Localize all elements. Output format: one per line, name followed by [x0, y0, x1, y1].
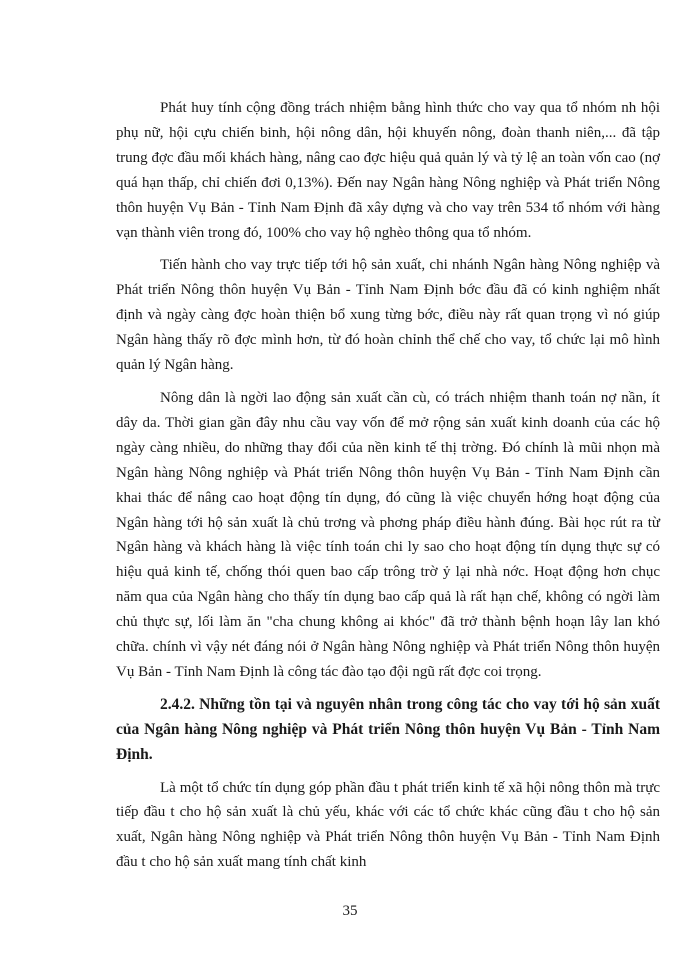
page-number: 35 [342, 903, 358, 919]
paragraph-after-heading: Là một tổ chức tín dụng góp phần đầu t phát triển kinh tế xã hội nông thôn mà trực tiếp đầu t cho hộ sản xuất là chủ yếu, khác với các tổ chức khác cũng đầu t cho hộ sản xuất, Ngân hàng Nông nghiệp và Phát triển Nông thôn huyện Vụ Bản - Tỉnh Nam Định đầu t cho hộ sản xuất mang tính chất kinh [116, 779, 660, 871]
paragraph-farmers: Nông dân là ngời lao động sản xuất cần cù, có trách nhiệm thanh toán nợ nần, ít dây da. Thời gian gần đây nhu cầu vay vốn để mở rộng sản xuất kinh doanh của các hộ ngày càng nhiều, do những thay đổi của nền kinh tế thị trờng. Đó chính là mũi nhọn mà Ngân hàng Nông nghiệp và Phát triển Nông thôn huyện Vụ Bản - Tỉnh Nam Định cần khai thác để nâng cao hoạt động tín dụng, đó cũng là việc chuyển hớng hoạt động của Ngân hàng tới hộ sản xuất là chủ trơng và phơng pháp điều hành đúng. Bài học rút ra từ Ngân hàng và khách hàng là việc tính toán chi ly sao cho hoạt động tín dụng thực sự có hiệu quả kinh tế, chống thói quen bao cấp trông trờ ỷ lại nhà nớc. Hoạt động hơn chục năm qua của Ngân hàng cho thấy tín dụng bao cấp quả là rất hạn chế, không có ngời làm chủ thực sự, lối làm ăn "cha chung không ai khóc" đã trở thành bệnh hoạn lây lan khó chữa. chính vì vậy nét đáng nói ở Ngân hàng Nông nghiệp và Phát triển Nông thôn huyện Vụ Bản - Tỉnh Nam Định là công tác đào tạo đội ngũ rất đợc coi trọng. [116, 389, 660, 680]
page-body [116, 96, 660, 883]
paragraph-direct-lending: Tiến hành cho vay trực tiếp tới hộ sản xuất, chi nhánh Ngân hàng Nông nghiệp và Phát triển Nông thôn huyện Vụ Bản - Tỉnh Nam Định bớc đầu đã có kinh nghiệm nhất định và ngày càng đợc hoàn thiện bổ xung từng bớc, điều này rất quan trọng vì nó giúp Ngân hàng thấy rõ đợc mình hơn, từ đó hoàn chỉnh thể chế cho vay, tổ chức lại mô hình quản lý Ngân hàng. [116, 257, 660, 374]
section-heading: 2.4.2. Những tồn tại và nguyên nhân trong công tác cho vay tới hộ sản xuất của Ngân hàng Nông nghiệp và Phát triển Nông thôn huyện Vụ Bản - Tỉnh Nam Định. [116, 695, 660, 763]
paragraph-group-lending: Phát huy tính cộng đồng trách nhiệm bằng hình thức cho vay qua tổ nhóm nh hội phụ nữ, hội cựu chiến binh, hội nông dân, hội khuyến nông, đoàn thanh niên,... đã tập trung đợc đầu mối khách hàng, nâng cao đợc hiệu quả quản lý và tỷ lệ an toàn vốn cao (nợ quá hạn thấp, chỉ chiến đơi 0,13%). Đến nay Ngân hàng Nông nghiệp và Phát triển Nông thôn huyện Vụ Bản - Tỉnh Nam Định đã xây dựng và cho vay trên 534 tổ nhóm với hàng vạn thành viên trong đó, 100% cho vay hộ nghèo thông qua tổ nhóm. [116, 100, 660, 241]
